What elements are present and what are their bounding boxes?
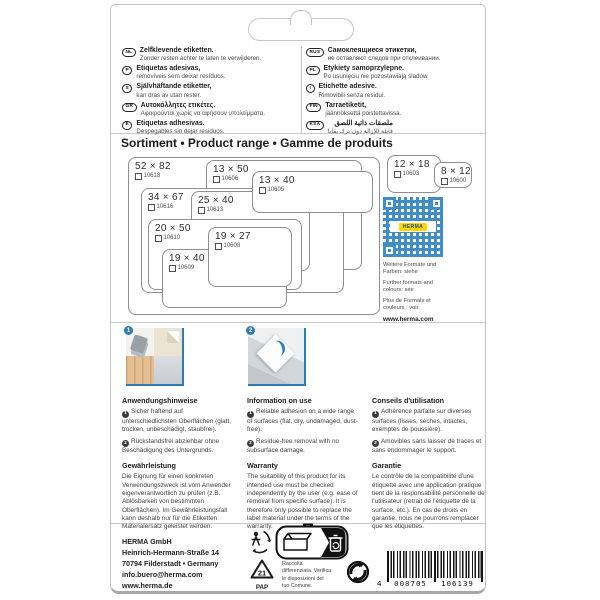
barcode-digit-group: 106139 <box>441 579 474 588</box>
language-title: Etykiety samoprzylepne. <box>323 65 404 73</box>
packaging-disposal-icon <box>275 523 349 565</box>
format-size: 19 × 27 <box>215 231 251 242</box>
step-number-badge: 2 <box>372 440 379 447</box>
article-number: 10608 <box>223 243 241 250</box>
qr-caption-en: Further formats and colours: see <box>383 280 433 294</box>
step-number-badge: 2 <box>247 440 254 447</box>
herma-logo <box>390 221 436 232</box>
info-column-german <box>122 396 235 532</box>
format-size: 12 × 18 <box>394 159 430 170</box>
info-text: Rückstandsfrei abziehbar ohne Beschädigung des Untergrunds. <box>122 437 220 455</box>
warranty-heading: Warranty <box>247 461 278 471</box>
format-checkbox-icon <box>259 187 266 194</box>
warranty-text: Die Eignung für einen konkreten Verwendungszweck ist vom Anwender eigenverantwortlich zu prüfen (z.B. Ablösbarkeit von bestimmten Oberflächen). Im Gewährleistungsfall kann deshalb nur für die Etiketten Materialersatz geleistet werden. <box>122 473 231 531</box>
language-list-right <box>306 47 482 136</box>
info-item <box>372 408 485 434</box>
language-subtitle: Despegables sin dejar residuos. <box>136 127 225 135</box>
language-badge: FIN <box>306 103 321 112</box>
article-number: 10603 <box>402 171 420 178</box>
pap-21-recycling-icon <box>249 559 275 591</box>
language-title: ملصقات ذاتية اللصق <box>334 119 393 127</box>
usage-illustration-removal <box>248 328 306 386</box>
qr-finder-icon <box>383 244 396 257</box>
article-number: 10616 <box>156 204 174 211</box>
green-dot-icon <box>346 560 370 589</box>
article-number: 10600 <box>449 178 467 185</box>
format-checkbox-icon <box>135 173 142 180</box>
qr-code <box>383 197 443 257</box>
euro-hang-slot <box>248 18 354 41</box>
format-size: 34 × 67 <box>148 192 184 203</box>
list-item <box>122 102 294 118</box>
format-size: 13 × 40 <box>259 175 295 186</box>
language-title: Самоклеящиеся этикетки, <box>327 47 417 54</box>
info-item <box>122 408 235 434</box>
barcode-bars <box>387 551 483 578</box>
step-1-badge: 1 <box>124 326 133 335</box>
triman-icon <box>246 528 273 560</box>
list-item <box>306 83 482 99</box>
column-heading: Conseils d'utilisation <box>372 396 444 405</box>
format-size: 13 × 50 <box>213 164 249 175</box>
qr-finder-icon <box>383 197 396 210</box>
language-title: Etiquetas adhesivas. <box>136 119 205 127</box>
herma-website-link: www.herma.com <box>383 316 434 324</box>
language-title: Zelfklevende etiketten. <box>139 47 214 54</box>
format-size: 19 × 40 <box>169 253 205 264</box>
list-item <box>306 102 482 118</box>
list-item <box>122 47 294 63</box>
language-title: Αυτοκόλλητες ετικέτες. <box>140 101 216 109</box>
step-number-badge: 1 <box>122 411 129 418</box>
barcode-digits <box>377 579 487 588</box>
format-size: 25 × 40 <box>198 195 234 206</box>
article-number: 10613 <box>206 207 224 214</box>
language-badge: KSA <box>306 121 324 130</box>
format-checkbox-icon <box>441 178 448 185</box>
step-number-badge: 2 <box>122 440 129 447</box>
language-title: Etichette adesive. <box>318 83 377 91</box>
website-address: www.herma.de <box>122 580 173 590</box>
step-2-badge: 2 <box>246 326 255 335</box>
format-checkbox-icon <box>148 204 155 211</box>
language-subtitle: jäännöksettä poistettavissa. <box>325 109 402 117</box>
article-number: 10618 <box>143 173 161 180</box>
format-checkbox-icon <box>215 243 222 250</box>
list-item <box>306 47 482 63</box>
label-format-box-12x18 <box>387 155 441 193</box>
warranty-heading: Garantie <box>372 461 402 471</box>
surface-paper <box>154 328 182 356</box>
format-checkbox-icon <box>169 265 176 272</box>
language-badge: S <box>122 84 132 93</box>
list-item <box>122 120 294 136</box>
article-number: 10606 <box>221 176 239 183</box>
column-heading: Anwendungshinweise <box>122 396 198 405</box>
street-address: Heinrich-Hermann-Straße 14 <box>122 547 220 557</box>
language-subtitle: Po usunięciu nie pozostawiają śladów. <box>323 73 429 81</box>
warranty-text: The suitability of this product for its intended use must be checked independently by the user (e.g. ease of removal from specific surface). It is therefore only possible to replace the label material under the terms of the warranty. <box>247 473 358 531</box>
format-checkbox-icon <box>213 176 220 183</box>
step-number-badge: 1 <box>372 411 379 418</box>
ean-barcode <box>377 551 487 588</box>
format-checkbox-icon <box>394 171 401 178</box>
language-subtitle: не оставляют следов при отклеивании. <box>327 55 441 63</box>
usage-illustration-surfaces <box>126 328 184 386</box>
section-title-sortiment: Sortiment • Product range • Gamme de produits <box>121 136 393 150</box>
language-title: Tarraetiketit, <box>325 101 367 109</box>
info-text: Residue-free removal with no subsurface damage. <box>247 437 340 455</box>
company-name: HERMA GmbH <box>122 537 172 546</box>
divider <box>301 46 302 134</box>
manufacturer-address <box>122 537 219 592</box>
language-subtitle: Zonder resten achter te laten te verwijderen. <box>139 55 262 63</box>
info-column-french <box>372 396 485 532</box>
language-badge: NL <box>122 48 136 57</box>
info-text: Reliable adhesion on a wide range of surfaces (flat, dry, undamaged, dust-free). <box>247 408 358 433</box>
language-title: Självhäftande etiketter, <box>136 83 212 91</box>
label-curl-icon <box>271 339 287 358</box>
language-badge: RUS <box>306 48 324 57</box>
qr-finder-icon <box>430 197 443 210</box>
label-format-box-19x27 <box>208 227 292 287</box>
info-text: Sicher haftend auf unterschiedlichsten Oberflächen (glatt, trocken, unbeschädigt, staubfrei). <box>122 408 232 433</box>
language-list-left <box>122 47 294 136</box>
list-item <box>122 65 294 81</box>
info-item <box>122 438 235 456</box>
email-address: info.buero@herma.com <box>122 569 203 579</box>
language-subtitle: Rimovibili senza residui. <box>318 91 385 99</box>
barcode-guard <box>434 551 436 582</box>
language-subtitle: قابلة للإزالة دون ترك بقايا <box>327 127 393 135</box>
qr-caption <box>383 262 447 323</box>
pap-material-label: PAP <box>255 584 269 591</box>
step-number-badge: 1 <box>247 411 254 418</box>
format-checkbox-icon <box>198 207 205 214</box>
info-text: Amovibles sans laisser de traces et sans endommager le support. <box>372 437 482 455</box>
info-text: Adhérence parfaite sur diverses surfaces (lisses, sèches, intactes, exemptes de poussière). <box>372 408 472 433</box>
language-subtitle: removíveis sem deixar resíduos. <box>136 73 226 81</box>
qr-caption-de: Weitere Formate und Farben: siehe <box>383 262 437 276</box>
info-item <box>247 438 360 456</box>
format-size: 8 × 12 <box>441 166 471 177</box>
surface-metal <box>154 356 182 384</box>
raccolta-note: Raccolta differenziata. Verifica le disposizioni del tuo Comune. <box>282 561 332 590</box>
svg-text:21: 21 <box>257 568 267 578</box>
article-number: 10605 <box>267 187 285 194</box>
label-format-box-13x40 <box>252 171 373 213</box>
qr-caption-fr: Plus de Formats et couleurs : voir <box>383 298 431 312</box>
herma-logo-text: HERMA <box>399 223 427 231</box>
language-badge: PL <box>306 66 320 75</box>
column-heading: Information on use <box>247 396 312 405</box>
format-size: 20 × 50 <box>155 223 191 234</box>
list-item <box>306 120 482 136</box>
list-item <box>306 65 482 81</box>
language-subtitle: kan dras av utan rester. <box>136 91 202 99</box>
format-checkbox-icon <box>155 235 162 242</box>
barcode-digit-group: 008705 <box>394 579 427 588</box>
list-item <box>122 83 294 99</box>
label-peel-photo <box>248 328 304 384</box>
format-size: 52 × 82 <box>135 161 171 172</box>
warranty-text: Le contrôle de la compatibilité d'une étiquette avec une application pratique tient de la responsabilité personnelle de l'utilisateur (retrait de l'étiquette de la surface, etc.). En cas de droits en garantie, nous ne pourrons remplacer que les étiquettes. <box>372 473 485 531</box>
info-column-english <box>247 396 360 532</box>
language-badge: P <box>122 66 132 75</box>
warranty-heading: Gewährleistung <box>122 461 176 471</box>
info-item <box>372 438 485 456</box>
city-country: 70794 Filderstadt • Germany <box>122 558 219 568</box>
language-title: Etiquetas adesivas, <box>136 65 201 73</box>
info-item <box>247 408 360 434</box>
surface-collage <box>126 328 182 384</box>
surface-wood <box>126 356 154 384</box>
label-format-box-8x12 <box>434 162 472 188</box>
article-number: 10610 <box>163 235 181 242</box>
article-number: 10609 <box>177 265 195 272</box>
language-badge: E <box>122 121 132 130</box>
barcode-digit-group: 4 <box>377 579 382 588</box>
language-badge: I <box>306 84 315 93</box>
language-subtitle: Αφαιρούνται χωρίς να αφήσουν υπολείμματα. <box>140 109 266 117</box>
language-badge: GR <box>122 103 137 112</box>
